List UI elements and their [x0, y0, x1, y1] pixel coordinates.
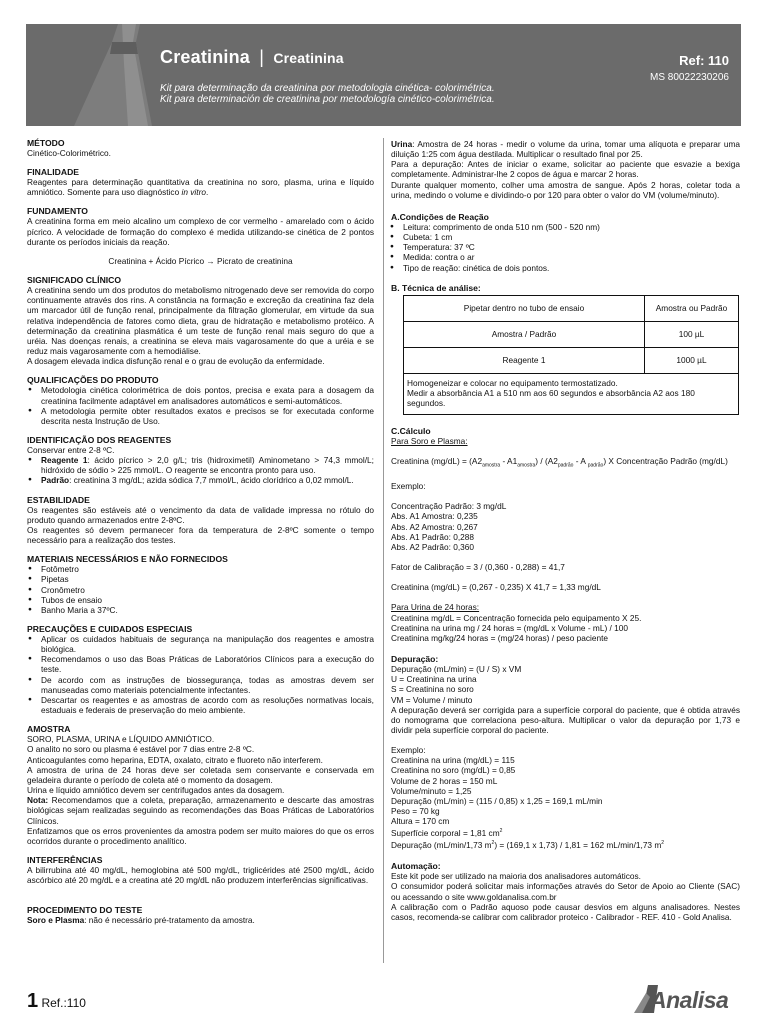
heading-fundamento: FUNDAMENTO [27, 206, 88, 217]
automacao-text: Este kit pode ser utilizado na maioria dos analisadores automáticos. [391, 871, 641, 882]
materiais-list [27, 564, 374, 615]
list-item: ● Tipo de reação: cinética de dois pontos. [399, 263, 740, 273]
heading-significado: SIGNIFICADO CLÍNICO [27, 275, 122, 286]
flask-icon [66, 24, 156, 126]
list-item: ● Leitura: comprimento de onda 510 nm (500 - 520 nm) [399, 222, 740, 232]
heading-calculo: C.Cálculo [391, 426, 431, 437]
right-column [391, 139, 740, 922]
resultado: Creatinina (mg/dL) = (0,267 - 0,235) X 41,7 = 1,33 mg/dL [391, 582, 601, 593]
reaction-equation: Creatinina + Ácido Pícrico → Picrato de creatinina [108, 255, 293, 266]
table-row [404, 295, 739, 321]
list-item: ● Cronômetro [37, 585, 374, 595]
product-title [160, 47, 344, 68]
subtitle-es: Kit para determinación de creatinina por metodología cinético-colorimétrica. [160, 94, 495, 105]
amostra-tipos: SORO, PLASMA, URINA e LÍQUIDO AMNIÓTICO. [27, 734, 215, 745]
analisa-logo [628, 983, 738, 1015]
depuracao-text: A depuração deverá ser corrigida para a superfície corporal do paciente, que é obtida através do nomograma que correlaciona peso-altura. Multiplicar o valor da depuração por 1,73 e dividir pela superfície corporal do paciente. [391, 704, 740, 735]
ms-registration: MS 80022230206 [650, 72, 729, 83]
heading-depuracao: Depuração: [391, 654, 439, 665]
urina-text-2: Para a depuração: Antes de iniciar o exame, solicitar ao paciente que esvazie a bexiga completamente. Administrar-lhe 2 copos de água e marcar 2 horas. [391, 159, 740, 180]
example-line: Creatinina no soro (mg/dL) = 0,85 [391, 765, 516, 776]
table-row [404, 347, 739, 373]
list-item: ● Medida: contra o ar [399, 252, 740, 262]
table-cell: 100 µL [645, 321, 739, 347]
list-item: ● Metodologia cinética colorimétrica de dois pontos, precisa e exata para a dosagem da creatinina facilmente adaptável em analisadores automáticos e semi-automáticos. [37, 385, 374, 405]
urina24-line: Creatinina mg/kg/24 horas = (mg/24 horas) / peso paciente [391, 632, 608, 643]
depuracao-line: U = Creatinina na urina [391, 674, 477, 685]
table-cell: 1000 µL [645, 347, 739, 373]
depuracao-line: VM = Volume / minuto [391, 694, 473, 705]
list-item: ● Padrão: creatinina 3 mg/dL; azida sódica 7,7 mmol/L, ácido clorídrico a 0,02 mmol/L. [37, 475, 374, 485]
list-item: ● Banho Maria a 37ºC. [37, 605, 374, 615]
reagentes-list [27, 455, 374, 485]
example-line: Creatinina na urina (mg/dL) = 115 [391, 755, 515, 766]
table-note: Homogeneizar e colocar no equipamento termostatizado. Medir a absorbância A1 a 510 nm aos 60 segundos e absorbância A2 aos 180 segundos. [404, 373, 739, 414]
heading-identificacao: IDENTIFICAÇÃO DOS REAGENTES [27, 434, 172, 445]
footer-ref: Ref.:110 [41, 996, 86, 1010]
list-item: ● Descartar os reagentes e as amostras de acordo com as resoluções normativas locais, estaduais e federais de preservação do meio ambiente. [37, 695, 374, 715]
amostra-text-1: O analito no soro ou plasma é estável por 7 dias entre 2-8 ºC. [27, 744, 255, 755]
table-cell: Reagente 1 [404, 347, 645, 373]
example-line: Abs. A1 Amostra: 0,235 [391, 511, 478, 522]
depuracao-line: S = Creatinina no soro [391, 684, 474, 695]
automacao-text-2: O consumidor poderá solicitar mais informações através do Setor de Apoio ao Cliente (SAC) ou acessando o site www.goldanalisa.com.br [391, 881, 740, 902]
table-header: Pipetar dentro no tubo de ensaio [404, 295, 645, 321]
title-pt: Creatinina [160, 47, 251, 67]
example-line: Peso = 70 kg [391, 806, 440, 817]
list-item: ● Aplicar os cuidados habituais de segurança na manipulação dos reagentes e amostra biológica. [37, 634, 374, 654]
example-line: Abs. A2 Padrão: 0,360 [391, 541, 475, 552]
exemplo-label: Exemplo: [391, 481, 426, 492]
heading-procedimento: PROCEDIMENTO DO TESTE [27, 905, 143, 916]
exemplo-label: Exemplo: [391, 745, 426, 756]
list-item: ● Tubos de ensaio [37, 595, 374, 605]
calculo-subheading: Para Soro e Plasma: [391, 436, 468, 447]
depuracao-line: Depuração (mL/min) = (U / S) x VM [391, 664, 522, 675]
amostra-text-3: A amostra de urina de 24 horas deve ser coletada sem conservante e conservada em geladeira durante o período de coleta até o momento da dosagem. [27, 764, 374, 785]
heading-amostra: AMOSTRA [27, 724, 71, 735]
example-line: Volume de 2 horas = 150 mL [391, 775, 498, 786]
pipetting-table [403, 295, 739, 415]
heading-precaucoes: PRECAUÇÕES E CUIDADOS ESPECIAIS [27, 624, 193, 634]
heading-materiais: MATERIAIS NECESSÁRIOS E NÃO FORNECIDOS [27, 554, 228, 565]
significado-text: A creatinina sendo um dos produtos do metabolismo nitrogenado deve ser removida do corpo continuamente através dos rins. A constância na formação e excreção da creatinina faz dela um marcador útil de função renal, principalmente da filtração glomerular, em virtude da sua relativa independência de fatores como dieta, grau de hidratação e metabolismo protéico. A determinação da creatinina plasmática é um teste de função renal mais seguro do que a uréia. Nas doenças renais, a creatinina se eleva mais vagarosamente do que a uréia e se reduz mais vagarosamente com a hemodiálise. [27, 285, 374, 357]
subtitle-pt: Kit para determinação da creatinina por metodologia cinética- colorimétrica. [160, 83, 495, 94]
urina24-subheading: Para Urina de 24 horas: [391, 602, 480, 613]
example-line: Concentração Padrão: 3 mg/dL [391, 501, 507, 512]
example-line: Volume/minuto = 1,25 [391, 785, 472, 796]
estabilidade-text: Os reagentes são estáveis até o vencimento da data de validade impressa no rótulo do produto quando armazenados entre 2-8ºC. [27, 504, 374, 525]
condicoes-list [391, 222, 740, 273]
heading-metodo: MÉTODO [27, 138, 65, 148]
table-header: Amostra ou Padrão [645, 295, 739, 321]
list-item: ● Temperatura: 37 ºC [399, 242, 740, 252]
precaucoes-list [27, 634, 374, 715]
heading-interferencias: INTERFERÊNCIAS [27, 854, 103, 865]
heading-condicoes: A.Condições de Reação [391, 211, 489, 222]
header-banner [26, 24, 741, 126]
formula: Creatinina $(mg/dL) = (A2_{amostra} - A1_{amostra}) / (A2_{padrão} - A$ $_{padrão}$) X Concentração Padrão (mg/dL) [391, 456, 728, 469]
amostra-text-2: Anticoagulantes como heparina, EDTA, oxalato, citrato e fluoreto não interferem. [27, 754, 323, 765]
significado-text-2: A dosagem elevada indica disfunção renal e o grau de evolução da enfermidade. [27, 356, 325, 367]
identificacao-intro: Conservar entre 2-8 ºC. [27, 444, 115, 455]
left-column [27, 138, 374, 925]
example-line: Abs. A2 Amostra: 0,267 [391, 521, 478, 532]
finalidade-text: Reagentes para determinação quantitativa da creatinina no soro, plasma, urina e líquido amniótico. Somente para uso diagnóstico in vitro. [27, 177, 374, 198]
list-item: ● Cubeta: 1 cm [399, 232, 740, 242]
page-footer [27, 990, 86, 1013]
fator-calibracao: Fator de Calibração = 3 / (0,360 - 0,288) = 41,7 [391, 562, 565, 573]
automacao-text-3: A calibração com o Padrão aquoso pode causar desvios em alguns analisadores. Nestes casos, recomenda-se calibrar com calibrador proteico - Calibrador - REF. 410 - Gold Analisa. [391, 901, 740, 922]
list-item: ● Reagente 1: ácido pícrico > 2,0 g/L; tris (hidroximetil) Aminometano > 74,3 mmol/L; hidróxido de sódio > 225 mmol/L. O reagente se encontra pronto para uso. [37, 455, 374, 475]
logo-wordmark: Analisa [650, 987, 729, 1013]
fundamento-text: A creatinina forma em meio alcalino um complexo de cor vermelho - amarelado com o ácido pícrico. A velocidade de formação do complexo é medida utilizando-se cinética de 2 pontos durante os períodos iniciais da reação. [27, 216, 374, 247]
superficie-corporal: Superfície corporal = 1,81 $cm^2$ [391, 828, 503, 839]
amostra-text-4: Urina e líquido amniótico devem ser centrifugados antes da dosagem. [27, 785, 285, 796]
example-line: Abs. A1 Padrão: 0,288 [391, 531, 475, 542]
list-item: ● De acordo com as instruções de biossegurança, todas as amostras devem ser manuseadas como materiais potencialmente infectantes. [37, 675, 374, 695]
list-item: ● A metodologia permite obter resultados exatos e precisos se for executada conforme descrita nesta Instrução de Uso. [37, 406, 374, 426]
urina-text-3: Durante qualquer momento, colher uma amostra de sangue. Após 2 horas, coletar toda a urina, medindo o volume e dividindo-o por 120 para obter o valor do VM (volume/minuto). [391, 179, 740, 200]
heading-tecnica: B. Técnica de análise: [391, 282, 481, 293]
heading-automacao: Automação: [391, 861, 441, 872]
nota-text: Nota: Recomendamos que a coleta, preparação, armazenamento e descarte das amostras biológicas sejam realizadas seguindo as recomendações das Boas Práticas de Laboratórios Clínicos. [27, 795, 374, 826]
heading-finalidade: FINALIDADE [27, 167, 80, 178]
list-item: ● Pipetas [37, 574, 374, 584]
list-item: ● Recomendamos o uso das Boas Práticas de Laboratórios Clínicos para a execução do teste. [37, 654, 374, 674]
urina-text-1: Urina: Amostra de 24 horas - medir o volume da urina, tomar uma alíquota e preparar uma diluição 1:25 com água destilada. Multiplicar o resultado final por 25. [391, 139, 740, 160]
interferencias-text: A bilirrubina até 40 mg/dL, hemoglobina até 500 mg/dL, triglicérides até 2500 mg/dL, ácido ascórbico até 20 mg/dL e a creatina até 20 mg/dL não produzem interferências significativas. [27, 864, 374, 886]
table-row [404, 373, 739, 414]
title-es: Creatinina [273, 50, 344, 66]
list-item: ● Fotômetro [37, 564, 374, 574]
table-row [404, 321, 739, 347]
column-divider [383, 138, 384, 963]
ref-number: Ref: 110 [679, 53, 729, 68]
example-line: Depuração (mL/min) = (115 / 0,85) x 1,25 = 169,1 mL/min [391, 795, 603, 806]
example-line: Altura = 170 cm [391, 816, 450, 827]
urina24-line: Creatinina na urina mg / 24 horas = (mg/dL x Volume - mL) / 100 [391, 622, 628, 633]
procedimento-text: Soro e Plasma: não é necessário pré-tratamento da amostra. [27, 915, 255, 926]
qualificacoes-list [27, 385, 374, 426]
estabilidade-text-2: Os reagentes só devem permanecer fora da temperatura de 2-8ºC somente o tempo necessário para a realização dos testes. [27, 524, 374, 546]
title-separator: | [259, 47, 265, 67]
table-cell: Amostra / Padrão [404, 321, 645, 347]
heading-estabilidade: ESTABILIDADE [27, 494, 90, 505]
heading-qualificacoes: QUALIFICAÇÕES DO PRODUTO [27, 375, 159, 386]
page-number: 1 [27, 990, 39, 1012]
metodo-text: Cinético-Colorimétrico. [27, 148, 111, 158]
depuracao-corrigida: Depuração (mL/min/1,73 $m^2) = (169,1$ x 1,73) / 1,81 = 162 mL/min/1,73 $m^2$ [391, 840, 665, 851]
amostra-text-5: Enfatizamos que os erros provenientes da amostra podem ser muito maiores do que os erros ocorridos durante o procedimento analítico. [27, 825, 374, 846]
urina24-line: Creatinina mg/dL = Concentração fornecida pelo equipamento X 25. [391, 612, 642, 623]
